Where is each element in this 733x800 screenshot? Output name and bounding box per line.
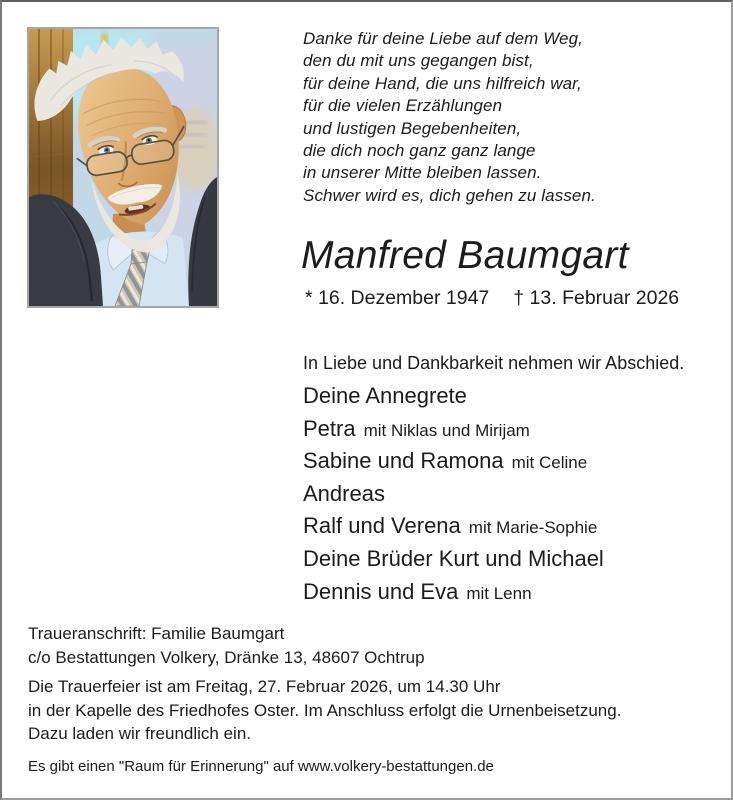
ceremony-line: Die Trauerfeier ist am Freitag, 27. Februar 2026, um 14.30 Uhr <box>28 677 501 696</box>
family-member-sub: mit Marie-Sophie <box>468 518 598 538</box>
family-row <box>303 445 612 478</box>
family-member-main: Deine Brüder Kurt und Michael <box>303 545 604 571</box>
family-member-main: Sabine und Ramona <box>303 448 504 474</box>
poem-line: den du mit uns gegangen bist, <box>303 51 534 71</box>
family-member-main: Ralf und Verena <box>303 513 461 539</box>
poem-line: in unserer Mitte bleiben lassen. <box>303 163 542 183</box>
ceremony-line: in der Kapelle des Friedhofes Oster. Im Anschluss erfolgt die Urnenbeisetzung. <box>28 700 622 720</box>
poem-line: die dich noch ganz ganz lange <box>303 141 536 161</box>
farewell-line: In Liebe und Dankbarkeit nehmen wir Abschied. <box>303 353 685 373</box>
ceremony-info <box>28 675 621 746</box>
birth-date: * 16. Dezember 1947 <box>305 287 490 309</box>
portrait-photo <box>27 27 219 308</box>
family-row <box>303 576 612 609</box>
family-row <box>303 380 612 413</box>
family-row <box>303 543 612 576</box>
address-line: Traueranschrift: Familie Baumgart <box>28 624 285 643</box>
poem-line: Schwer wird es, dich gehen zu lassen. <box>303 185 596 205</box>
family-member-sub: mit Lenn <box>466 583 532 603</box>
family-member-main: Andreas <box>303 480 385 506</box>
poem-line: und lustigen Begebenheiten, <box>303 118 522 138</box>
ceremony-line: Dazu laden wir freundlich ein. <box>28 724 252 744</box>
family-row <box>303 510 612 543</box>
family-member-main: Dennis und Eva <box>303 578 459 604</box>
deceased-name: Manfred Baumgart <box>301 234 629 277</box>
family-member-sub: mit Celine <box>511 453 588 473</box>
life-dates <box>305 286 679 310</box>
family-row <box>303 478 612 511</box>
family-member-main: Deine Annegrete <box>303 383 467 408</box>
address-line: c/o Bestattungen Volkery, Dränke 13, 48607 Ochtrup <box>28 648 425 667</box>
poem-line: Danke für deine Liebe auf dem Weg, <box>303 29 583 48</box>
family-row <box>303 413 612 446</box>
mourning-address <box>28 622 425 670</box>
memorial-poem <box>303 28 596 207</box>
remembrance-note: Es gibt einen "Raum für Erinnerung" auf www.volkery-bestattungen.de <box>28 758 494 775</box>
family-member-sub: mit Niklas und Mirijam <box>363 420 530 440</box>
family-member-main: Petra <box>303 415 356 441</box>
family-list <box>303 380 612 608</box>
portrait-photo-image <box>29 29 217 306</box>
death-date: † 13. Februar 2026 <box>513 287 680 309</box>
poem-line: für die vielen Erzählungen <box>303 96 503 116</box>
poem-line: für deine Hand, die uns hilfreich war, <box>303 73 582 93</box>
